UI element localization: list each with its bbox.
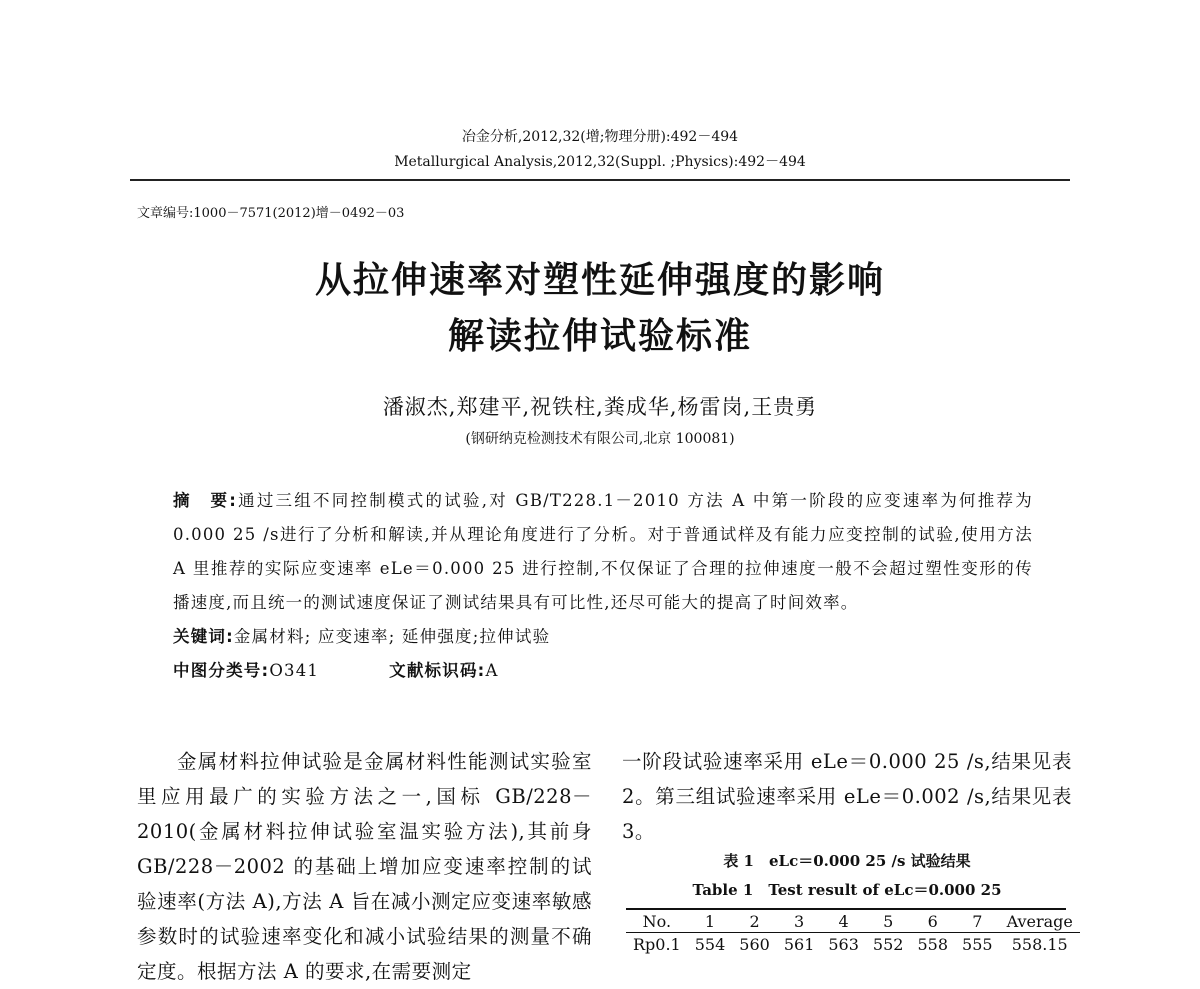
table-caption-en: Table 1 Test result of eLc＝0.000 25 bbox=[692, 881, 1002, 899]
table-header: 4 bbox=[838, 911, 849, 931]
abstract-label: 摘 要: bbox=[173, 491, 238, 510]
table-header: 5 bbox=[883, 911, 894, 931]
table-cell: 560 bbox=[739, 934, 770, 954]
table-header: Average bbox=[1006, 911, 1073, 931]
abstract bbox=[173, 484, 1033, 688]
abstract-text: 通过三组不同控制模式的试验,对 GB/T228.1－2010 方法 A 中第一阶段的应变速率为何推荐为 0.000 25 /s进行了分析和解读,并从理论角度进行了分析。对于普通试样及有能力应变控制的试验,使用方法 A 里推荐的实际应变速率 eLe＝0.000 25 进行控制,不仅保证了合理的拉伸速度一般不会超过塑性变形的传播速度,而且统一的测试速度保证了测试结果具有可比性,还尽可能大的提高了时间效率。 bbox=[173, 491, 1033, 612]
table-cell: 563 bbox=[828, 934, 859, 954]
doc-code-label: 文献标识码: bbox=[389, 661, 486, 680]
table-1 bbox=[626, 908, 1073, 955]
table-header: No. bbox=[642, 911, 672, 931]
table-row bbox=[626, 933, 1080, 956]
keywords-label: 关键词: bbox=[173, 627, 234, 646]
table-header-row bbox=[626, 910, 1080, 933]
table-cell: 552 bbox=[872, 934, 904, 954]
body-right-column: 一阶段试验速率采用 eLe＝0.000 25 /s,结果见表 2。第三组试验速率采用 eLe＝0.002 /s,结果见表 3。 bbox=[622, 750, 1072, 843]
journal-citation-cn: 冶金分析,2012,32(增;物理分册):492－494 bbox=[461, 129, 739, 145]
table-cell: 555 bbox=[962, 934, 993, 954]
table-header: 3 bbox=[794, 911, 805, 931]
body-left-column: 金属材料拉伸试验是金属材料性能测试实验室里应用最广的实验方法之一,国标 GB/228－2010(金属材料拉伸试验室温实验方法),其前身GB/228－2002 的基础上增加应变速率控制的试验速率(方法 A),方法 A 旨在减小测定应变速率敏感参数时的试验速率变化和减小试验结果的测量不确定度。根据方法 A 的要求,在需要测定 bbox=[137, 750, 592, 983]
header-rule bbox=[130, 179, 1070, 181]
table-header: 1 bbox=[704, 911, 716, 931]
affiliation: (钢研纳克检测技术有限公司,北京 100081) bbox=[465, 431, 735, 447]
doc-code-value: A bbox=[485, 661, 499, 680]
title-line-2: 解读拉伸试验标准 bbox=[447, 316, 752, 357]
table-header: 7 bbox=[972, 911, 983, 931]
table-cell: 561 bbox=[783, 934, 815, 954]
table-cell: 558 bbox=[917, 934, 949, 954]
keywords-text: 金属材料; 应变速率; 延伸强度;拉伸试验 bbox=[233, 627, 551, 646]
article-number: 文章编号:1000－7571(2012)增－0492－03 bbox=[137, 206, 405, 221]
table-header: 2 bbox=[749, 911, 760, 931]
authors: 潘淑杰,郑建平,祝铁柱,粪成华,杨雷岗,王贵勇 bbox=[382, 395, 818, 419]
table-header: 6 bbox=[927, 911, 938, 931]
journal-citation-en: Metallurgical Analysis,2012,32(Suppl. ;Physics):492－494 bbox=[394, 154, 806, 170]
classification-value: O341 bbox=[269, 661, 320, 680]
table-cell: 558.15 bbox=[1011, 934, 1068, 954]
table-cell: 554 bbox=[694, 934, 726, 954]
classification-label: 中图分类号: bbox=[173, 661, 270, 680]
table-caption-cn: 表 1 eLc＝0.000 25 /s 试验结果 bbox=[723, 852, 971, 870]
table-cell: Rp0.1 bbox=[633, 934, 681, 954]
title-line-1: 从拉伸速率对塑性延伸强度的影响 bbox=[314, 260, 885, 301]
